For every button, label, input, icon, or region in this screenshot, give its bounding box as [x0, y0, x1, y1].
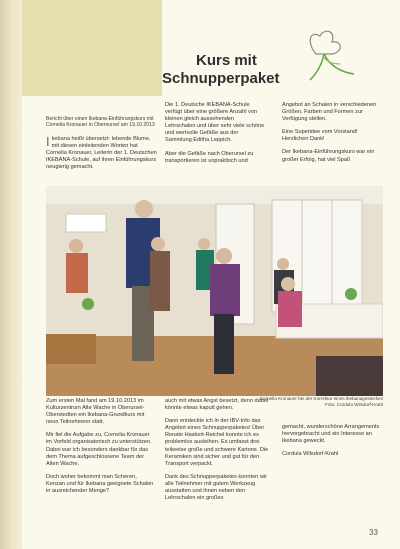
- paragraph: auch mit etwas Angst besetzt, denn dabei könnte etwas kaputt gehen.: [165, 398, 269, 412]
- paragraph: Dank des Schnupperpaketes konnten wir alle Teilnehmer mit gutem Werkzeug ausstatten und ihnen neben den Lehrschalen ein großes: [165, 473, 267, 502]
- article-photo: [46, 186, 383, 396]
- title-line-1: Kurs mit: [196, 52, 257, 69]
- photo-caption: Cornelia Kronauer bei der Korrektur eines Ikebanagesteckes Foto: Cordula Wilsdorf-Krahl: [259, 396, 383, 407]
- paragraph: Zum ersten Mal fand am 19.10.2013 im Kulturzentrum Alte Wache in Oberursel-Oberstedten ein Ikebana-Grundkurs mit neun Teilnehmern statt.: [46, 398, 145, 426]
- book-spine: [0, 0, 22, 549]
- paragraph: gemacht, wunderschöne Arrangements hervorgebracht und ein Interesse an Ikebana geweckt.: [282, 424, 380, 445]
- ikebana-flower-logo-icon: [296, 24, 356, 84]
- header-color-bar: [22, 0, 162, 96]
- paragraph: Eine Superidee vom Vorstand! Herzlichen Dank!: [282, 129, 358, 143]
- paragraph: Der Ikebana-Einführungskurs war ein großer Erfolg, hat viel Spaß: [282, 149, 375, 163]
- bottom-column-2: [165, 398, 271, 508]
- paragraph: Doch woher bekommt man Scheren, Kenzan und für Ikebana geeignete Schalen in ausreichender Menge?: [46, 473, 154, 495]
- title-line-2: Schnupperpaket: [162, 70, 280, 87]
- text-column-3: [282, 102, 382, 170]
- paragraph: Angebot an Schalen in verschiedenen Größen, Farben und Formen zur Verfügung stellen.: [282, 102, 377, 123]
- text-column-2: [165, 102, 265, 171]
- paragraph: Dann entdeckte ich in der IBV-Info das Angebot eines Schnupperpaketes! Über Renate Haskert-Reichel konnte ich es problemlos ausleihen. Es umfasst drei teilweise große und schwere Kartons. Die Keramiken sind sicher und gut für den Transport verpackt.: [165, 418, 269, 467]
- intro-text: kebana heißt übersetzt: lebende Blume, mit diesen einleitenden Worten hat Cornelia Kronauer, Leiterin der 1. Deutschen IKEBANA-Schule, auf ihren Einführungskurs neugierig gemacht.: [46, 136, 157, 171]
- paragraph: Aber die Gefäße nach Oberursel zu transportieren ist unpraktisch und: [165, 150, 254, 164]
- author-signature: Cordula Wilsdorf-Krahl: [282, 451, 339, 458]
- paragraph: Mir fiel die Aufgabe zu, Cornelia Kronauer im Vorfeld organisatorisch zu unterstützen. Dabei war ich besonders dankbar für das dem Thema aufgeschlossene Team der Alten Wache.: [46, 432, 152, 467]
- paragraph: Die 1. Deutsche IKEBANA-Schule verfügt über eine größere Anzahl von kleinen gleich aussehenden Lehrschalen und über sehr viele schöne und wertvolle Gefäße aus der Sammlung Editha Leppich.: [165, 102, 265, 144]
- bottom-column-3: [282, 424, 382, 464]
- drop-cap: I: [46, 134, 50, 149]
- workshop-scene-illustration: [46, 186, 383, 396]
- intro-paragraph: [46, 136, 158, 171]
- bottom-column-1: [46, 398, 154, 501]
- article-title: [162, 52, 280, 88]
- page-number: 33: [369, 528, 378, 537]
- article-deck: Bericht über einen Ikebana-Einführungskurs mit Cornelia Kronauer in Obernursel am 19.10.2013: [46, 116, 155, 129]
